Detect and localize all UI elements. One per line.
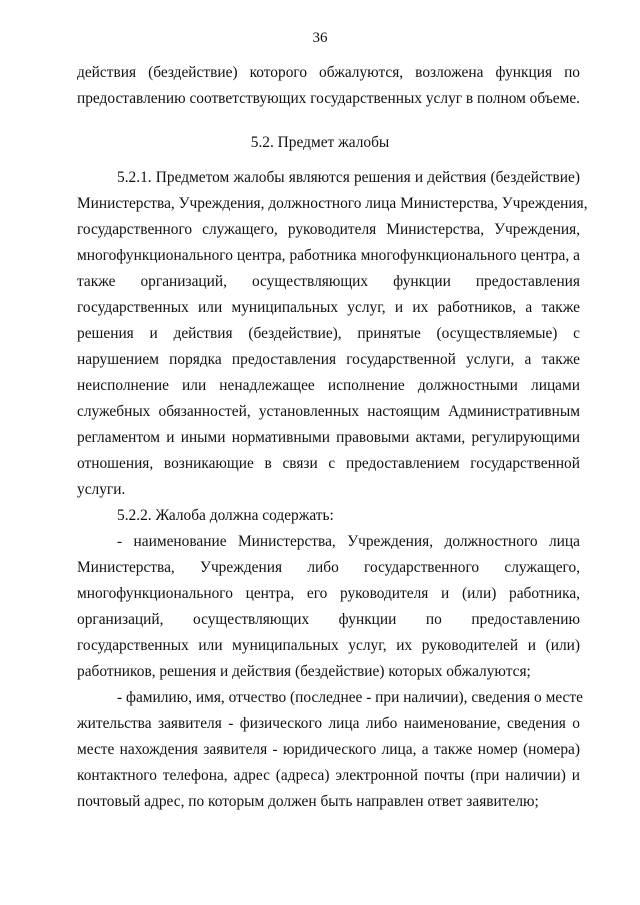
text-line: государственных или муниципальных услуг, их руководителей и (или)	[77, 637, 580, 654]
text-line: организаций, осуществляющих функции по предоставлению	[77, 611, 580, 628]
text-line: государственных или муниципальных услуг, и их работников, а также	[77, 299, 580, 316]
text-line: регламентом и иными нормативными правовыми актами, регулирующими	[77, 429, 580, 446]
text-line: нарушением порядка предоставления государственной услуги, а также	[77, 351, 580, 368]
text-line: услуги.	[77, 481, 126, 498]
text-line: также организаций, осуществляющих функции предоставления	[77, 273, 580, 290]
text-line: отношения, возникающие в связи с предоставлением государственной	[77, 455, 580, 472]
text-line: многофункционального центра, работника многофункционального центра, а	[77, 247, 580, 264]
text-line: жительства заявителя - физического лица либо наименование, сведения о	[77, 715, 580, 732]
text-line: Министерства, Учреждения либо государственного служащего,	[77, 559, 580, 576]
text-line: работников, решения и действия (бездействие) которых обжалуются;	[77, 663, 531, 680]
text-line: Министерства, Учреждения, должностного лица Министерства, Учреждения,	[77, 195, 588, 212]
section-heading: 5.2. Предмет жалобы	[250, 134, 390, 151]
page-number: 36	[312, 30, 328, 46]
text-line: 5.2.2. Жалоба должна содержать:	[117, 507, 334, 524]
text-line: - фамилию, имя, отчество (последнее - при наличии), сведения о месте	[117, 689, 583, 706]
text-line: почтовый адрес, по которым должен быть направлен ответ заявителю;	[77, 793, 539, 810]
text-line: месте нахождения заявителя - юридического лица, а также номер (номера)	[77, 741, 580, 758]
text-line: неисполнение или ненадлежащее исполнение должностными лицами	[77, 377, 580, 394]
text-line: контактного телефона, адрес (адреса) электронной почты (при наличии) и	[77, 767, 580, 784]
text-line: 5.2.1. Предметом жалобы являются решения и действия (бездействие)	[117, 169, 580, 186]
text-line: действия (бездействие) которого обжалуются, возложена функция по	[77, 64, 580, 81]
text-line: многофункционального центра, его руководителя и (или) работника,	[77, 585, 580, 602]
text-line: решения и действия (бездействие), принятые (осуществляемые) с	[77, 325, 580, 342]
text-line: - наименование Министерства, Учреждения, должностного лица	[117, 533, 580, 550]
text-line: предоставлению соответствующих государственных услуг в полном объеме.	[77, 90, 581, 107]
text-line: государственного служащего, руководителя Министерства, Учреждения,	[77, 221, 580, 238]
text-line: служебных обязанностей, установленных настоящим Административным	[77, 403, 580, 420]
